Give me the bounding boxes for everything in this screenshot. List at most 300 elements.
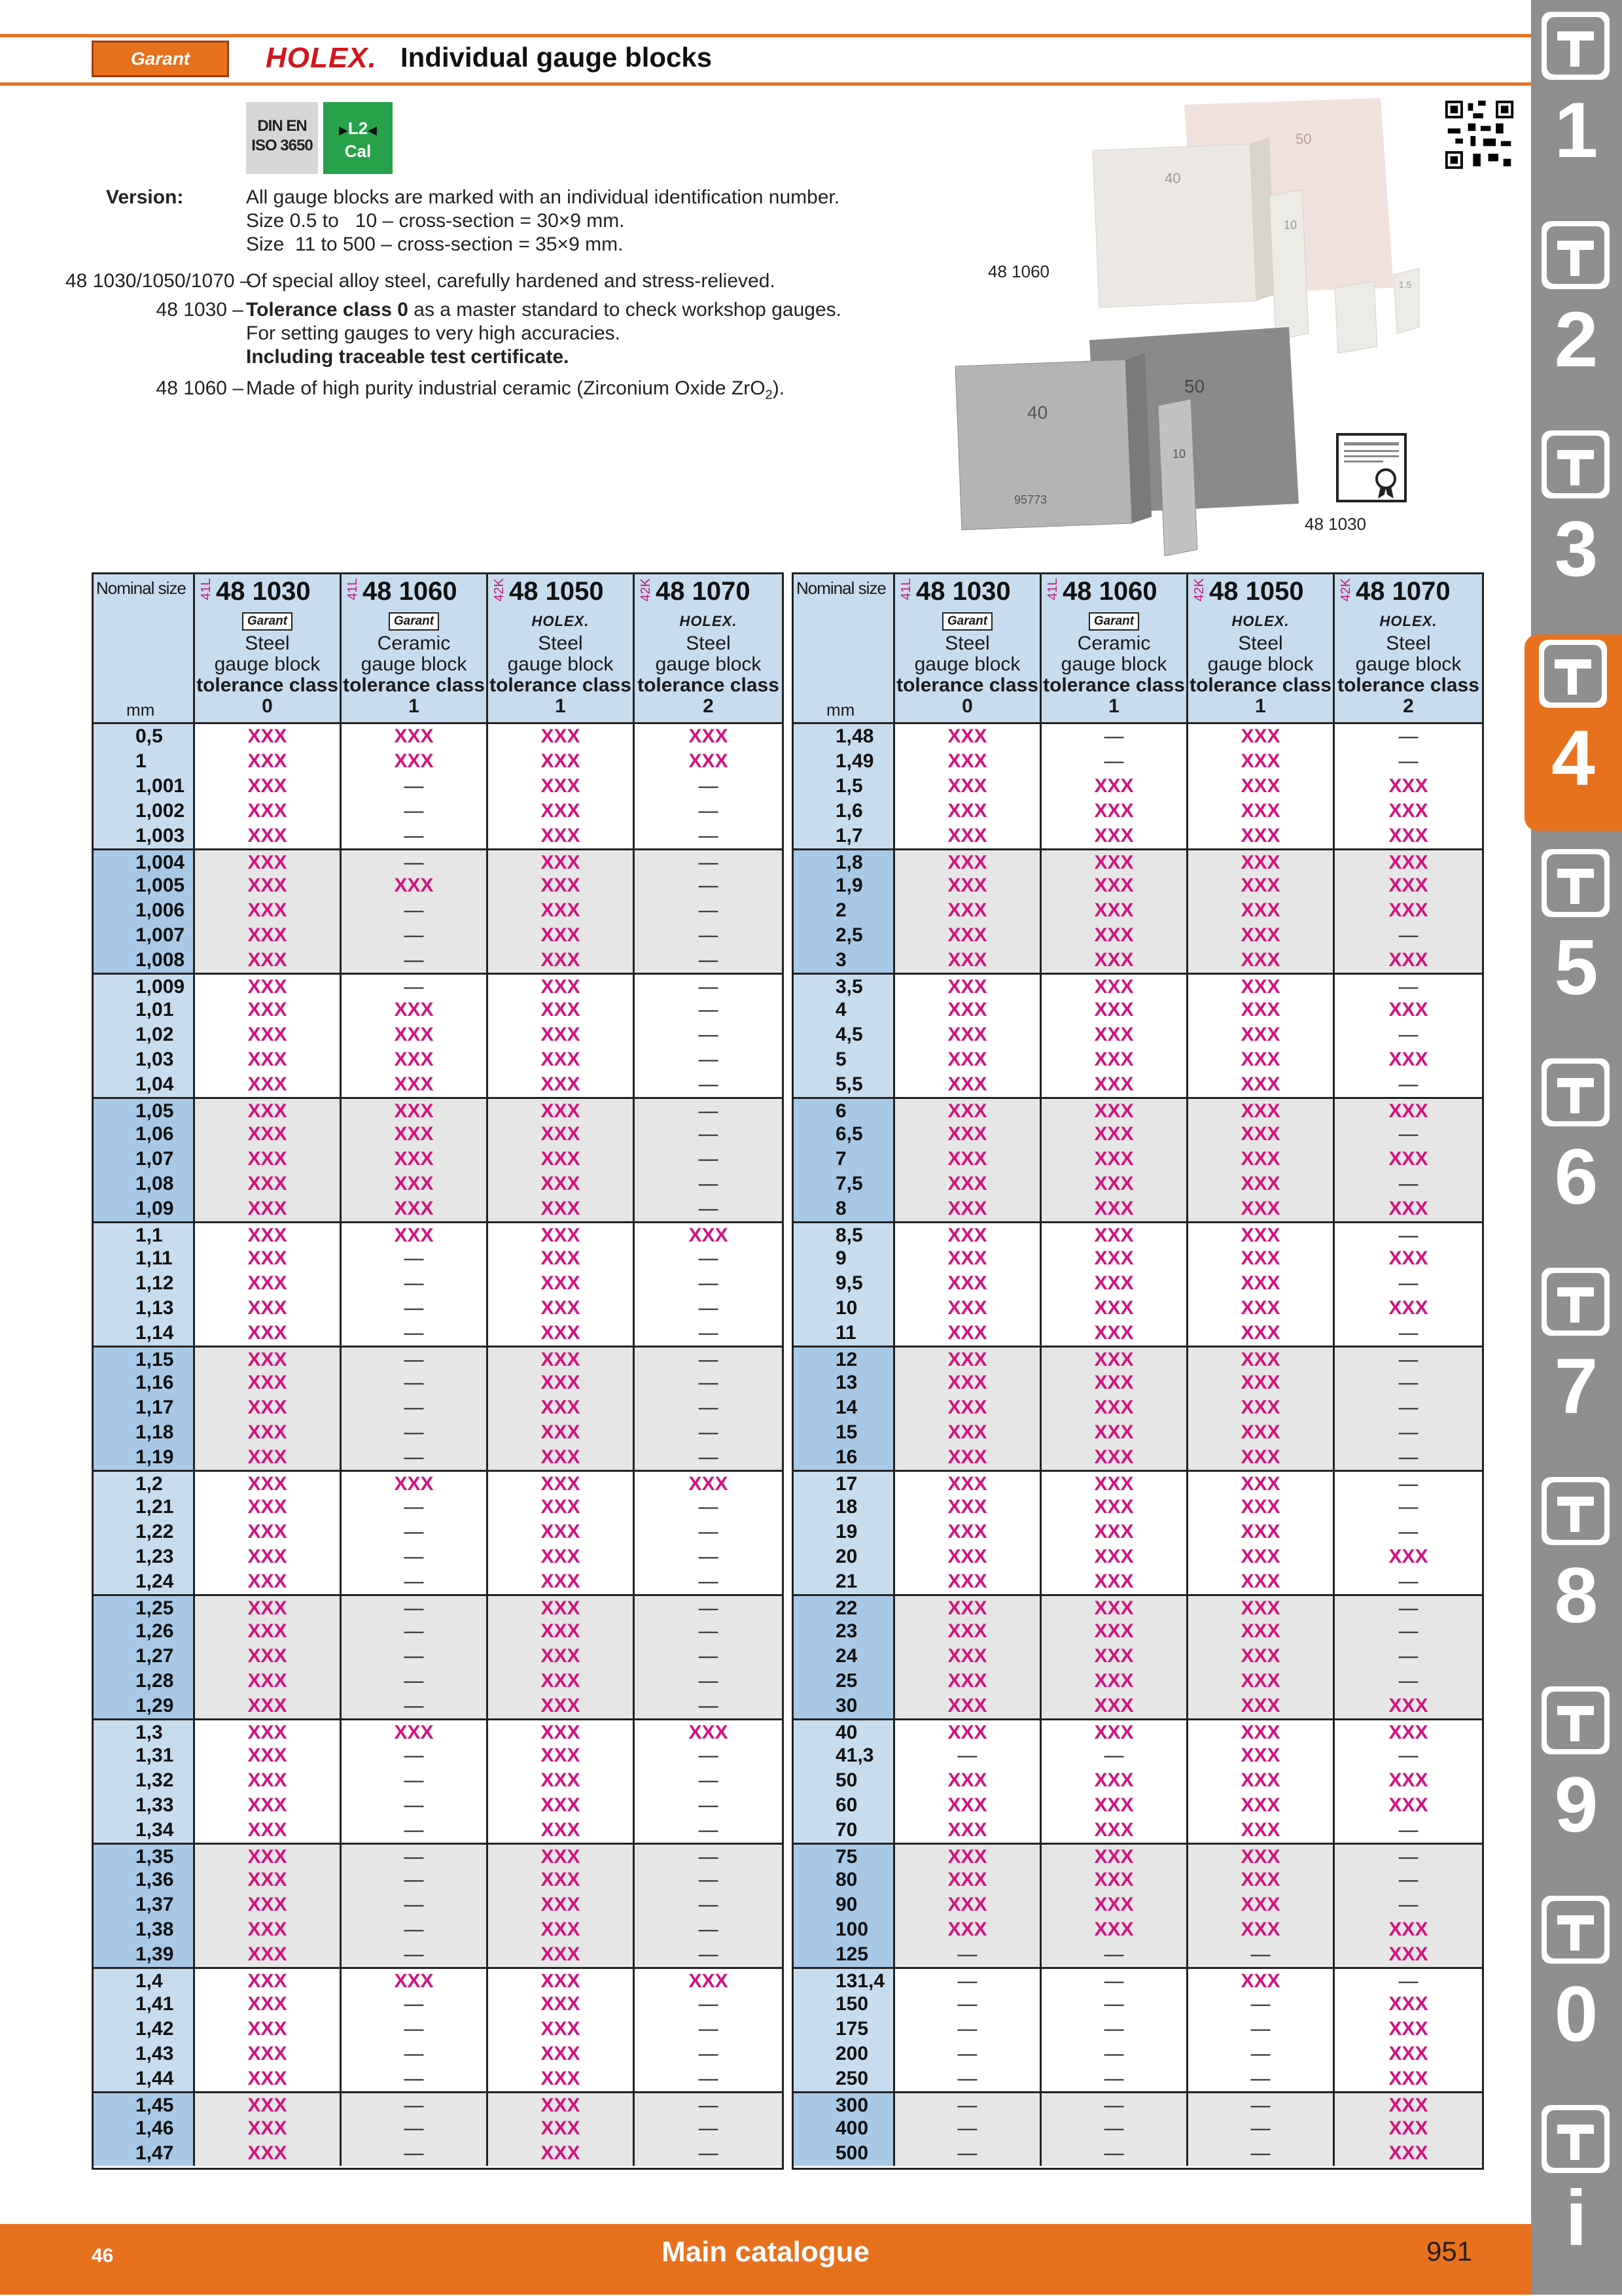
not-available-dash: — <box>633 1868 782 1892</box>
availability-mark: XXX <box>1186 1321 1333 1346</box>
nominal-size: 1,005 <box>94 873 193 898</box>
availability-mark: XXX <box>1186 1246 1333 1271</box>
not-available-dash: — <box>1040 1942 1186 1967</box>
table-row <box>94 1868 782 1892</box>
not-available-dash: — <box>633 1147 782 1172</box>
availability-mark: XXX <box>486 1669 633 1694</box>
qr-code-icon[interactable] <box>1443 98 1516 171</box>
availability-mark: XXX <box>1040 1271 1186 1296</box>
version-label: Version: <box>106 186 184 208</box>
availability-mark: XXX <box>1186 998 1333 1022</box>
availability-mark: XXX <box>193 1743 340 1768</box>
not-available-dash: — <box>633 1196 782 1221</box>
nominal-size: 500 <box>794 2141 893 2166</box>
nominal-size: 1,46 <box>94 2116 193 2141</box>
availability-mark: XXX <box>340 1969 486 1992</box>
not-available-dash: — <box>340 1271 486 1296</box>
not-available-dash: — <box>1040 2042 1186 2066</box>
not-available-dash: — <box>633 1818 782 1843</box>
availability-mark: XXX <box>486 1793 633 1818</box>
availability-mark: XXX <box>1186 1495 1333 1520</box>
table-row <box>794 2066 1482 2091</box>
availability-mark: XXX <box>340 1720 486 1743</box>
availability-mark: XXX <box>193 1196 340 1221</box>
table-row <box>794 998 1482 1022</box>
not-available-dash: — <box>1333 724 1482 749</box>
gauge-table-left <box>92 572 784 2170</box>
not-available-dash: — <box>893 1942 1040 1967</box>
nominal-size: 1,44 <box>94 2066 193 2091</box>
price-group: 42K <box>1192 578 1207 602</box>
table-row <box>94 1445 782 1470</box>
not-available-dash: — <box>340 850 486 873</box>
tolerance-label: tolerance class <box>196 674 338 696</box>
product-type: gauge block <box>1207 653 1314 675</box>
table-row <box>794 1520 1482 1544</box>
availability-mark: XXX <box>1186 1619 1333 1644</box>
availability-mark: XXX <box>633 1472 782 1495</box>
availability-mark: XXX <box>633 1969 782 1992</box>
availability-mark: XXX <box>1186 1047 1333 1072</box>
not-available-dash: — <box>633 2141 782 2166</box>
availability-mark: XXX <box>486 1743 633 1768</box>
availability-mark: XXX <box>1040 1099 1186 1122</box>
garant-brand-icon: Garant <box>242 612 292 631</box>
not-available-dash: — <box>1333 1122 1482 1147</box>
chapter-tab-8[interactable] <box>1536 1472 1616 1668</box>
nominal-size: 25 <box>794 1669 893 1694</box>
availability-mark: XXX <box>893 1768 1040 1793</box>
table-row <box>794 1047 1482 1072</box>
availability-mark: XXX <box>1186 1072 1333 1097</box>
availability-mark: XXX <box>486 1818 633 1843</box>
availability-mark: XXX <box>1040 1720 1186 1743</box>
not-available-dash: — <box>893 2141 1040 2166</box>
nominal-size: 1,6 <box>794 799 893 824</box>
table-row <box>94 1122 782 1147</box>
table-row <box>794 1321 1482 1346</box>
nominal-size: 1,22 <box>94 1520 193 1544</box>
availability-mark: XXX <box>1040 1420 1186 1445</box>
not-available-dash: — <box>340 2116 486 2141</box>
article-number: 48 1060 <box>1063 577 1157 606</box>
not-available-dash: — <box>633 774 782 799</box>
availability-mark: XXX <box>893 1619 1040 1644</box>
nominal-size: 1,43 <box>94 2042 193 2066</box>
availability-mark: XXX <box>893 1072 1040 1097</box>
not-available-dash: — <box>893 2066 1040 2091</box>
not-available-dash: — <box>340 1246 486 1271</box>
availability-mark: XXX <box>893 1047 1040 1072</box>
table-row <box>94 749 782 774</box>
not-available-dash: — <box>1186 1992 1333 2017</box>
table-row <box>794 724 1482 749</box>
not-available-dash: — <box>633 1544 782 1569</box>
nominal-size: 1,39 <box>94 1942 193 1967</box>
chapter-number: 5 <box>1554 924 1598 1011</box>
availability-mark: XXX <box>486 1892 633 1917</box>
table-row <box>94 724 782 749</box>
not-available-dash: — <box>1040 2116 1186 2141</box>
not-available-dash: — <box>1333 1520 1482 1544</box>
availability-mark: XXX <box>893 1271 1040 1296</box>
availability-mark: XXX <box>486 1022 633 1047</box>
availability-mark: XXX <box>1333 2017 1482 2042</box>
table-row <box>794 1147 1482 1172</box>
not-available-dash: — <box>633 1370 782 1395</box>
availability-mark: XXX <box>893 1596 1040 1619</box>
availability-mark: XXX <box>1040 1196 1186 1221</box>
nominal-size: 2 <box>794 898 893 923</box>
availability-mark: XXX <box>486 2093 633 2116</box>
not-available-dash: — <box>340 1868 486 1892</box>
not-available-dash: — <box>1186 2017 1333 2042</box>
not-available-dash: — <box>1333 1495 1482 1520</box>
nominal-size: 10 <box>794 1296 893 1321</box>
not-available-dash: — <box>633 1172 782 1196</box>
not-available-dash: — <box>1040 2093 1186 2116</box>
chapter-number: 3 <box>1554 505 1598 593</box>
not-available-dash: — <box>1333 1472 1482 1495</box>
nominal-size: 1,004 <box>94 850 193 873</box>
not-available-dash: — <box>340 1694 486 1718</box>
availability-mark: XXX <box>893 749 1040 774</box>
material: Steel <box>945 633 990 654</box>
table-row <box>94 2116 782 2141</box>
nominal-size: 1,15 <box>94 1348 193 1370</box>
not-available-dash: — <box>340 1619 486 1644</box>
nominal-size: 1,42 <box>94 2017 193 2042</box>
insert-icon <box>1542 221 1610 289</box>
chapter-number: 4 <box>1551 714 1595 802</box>
availability-mark: XXX <box>486 2042 633 2066</box>
availability-mark: XXX <box>1186 1793 1333 1818</box>
availability-mark: XXX <box>193 1370 340 1395</box>
availability-mark: XXX <box>486 1395 633 1420</box>
not-available-dash: — <box>1186 2141 1333 2166</box>
price-group: 42K <box>1339 578 1353 602</box>
table-row <box>794 774 1482 799</box>
availability-mark: XXX <box>893 1022 1040 1047</box>
availability-mark: XXX <box>486 998 633 1022</box>
chapter-tab-2[interactable] <box>1536 216 1616 412</box>
availability-mark: XXX <box>1186 799 1333 824</box>
column-header-481060 <box>1040 574 1186 722</box>
ceramic-label-10: 10 <box>1284 218 1297 232</box>
chapter-tab-5[interactable] <box>1536 844 1616 1040</box>
nominal-size: 1,49 <box>794 749 893 774</box>
availability-mark: XXX <box>1186 1271 1333 1296</box>
availability-mark: XXX <box>1333 2093 1482 2116</box>
availability-mark: XXX <box>1040 1472 1186 1495</box>
availability-mark: XXX <box>1333 1296 1482 1321</box>
availability-mark: XXX <box>893 1196 1040 1221</box>
table-row <box>794 1420 1482 1445</box>
table-row <box>794 1843 1482 1868</box>
table-row <box>94 1370 782 1395</box>
availability-mark: XXX <box>1333 1047 1482 1072</box>
availability-mark: XXX <box>486 2141 633 2166</box>
availability-mark: XXX <box>193 1969 340 1992</box>
nominal-size: 1,5 <box>794 774 893 799</box>
availability-mark: XXX <box>1186 1172 1333 1196</box>
not-available-dash: — <box>633 1321 782 1346</box>
page-number: 951 <box>1426 2236 1473 2267</box>
availability-mark: XXX <box>1040 774 1186 799</box>
availability-mark: XXX <box>1186 1845 1333 1868</box>
not-available-dash: — <box>633 1743 782 1768</box>
availability-mark: XXX <box>1186 1223 1333 1246</box>
table-row <box>794 1246 1482 1271</box>
not-available-dash: — <box>893 2042 1040 2066</box>
not-available-dash: — <box>340 1845 486 1868</box>
availability-mark: XXX <box>193 1172 340 1196</box>
availability-mark: XXX <box>893 1147 1040 1172</box>
availability-mark: XXX <box>1186 749 1333 774</box>
availability-mark: XXX <box>1333 873 1482 898</box>
not-available-dash: — <box>1333 1370 1482 1395</box>
header-rule-top <box>0 34 1531 37</box>
nominal-size: 1,31 <box>94 1743 193 1768</box>
availability-mark: XXX <box>1040 1047 1186 1072</box>
not-available-dash: — <box>340 1743 486 1768</box>
availability-mark: XXX <box>193 1047 340 1072</box>
calibration-badge: ▶L2◀ Cal <box>323 102 393 174</box>
availability-mark: XXX <box>486 1246 633 1271</box>
not-available-dash: — <box>633 1917 782 1942</box>
availability-mark: XXX <box>1186 1544 1333 1569</box>
not-available-dash: — <box>340 1768 486 1793</box>
nominal-size: 1,25 <box>94 1596 193 1619</box>
chapter-tab-4[interactable] <box>1525 635 1622 831</box>
availability-mark: XXX <box>486 2017 633 2042</box>
not-available-dash: — <box>340 1942 486 1967</box>
table-row <box>94 2066 782 2091</box>
gauge-table-right <box>792 572 1484 2170</box>
availability-mark: XXX <box>486 1596 633 1619</box>
availability-mark: XXX <box>486 2116 633 2141</box>
chapter-tab-0[interactable] <box>1536 1890 1616 2087</box>
table-row <box>794 1917 1482 1942</box>
nominal-size: 1,32 <box>94 1768 193 1793</box>
not-available-dash: — <box>633 850 782 873</box>
table-row <box>794 749 1482 774</box>
table-row <box>794 1669 1482 1694</box>
availability-mark: XXX <box>1186 1420 1333 1445</box>
availability-mark: XXX <box>193 1099 340 1122</box>
tolerance-value: 1 <box>555 695 566 717</box>
safety-goggles-icon <box>1542 1896 1610 1964</box>
availability-mark: XXX <box>633 749 782 774</box>
nominal-size: 131,4 <box>794 1969 893 1992</box>
tolerance-label: tolerance class <box>343 674 485 696</box>
holex-brand-icon: HOLEX. <box>1379 613 1437 629</box>
availability-mark: XXX <box>893 1099 1040 1122</box>
not-available-dash: — <box>633 1569 782 1594</box>
availability-mark: XXX <box>1186 1569 1333 1594</box>
nominal-size: 1,002 <box>94 799 193 824</box>
not-available-dash: — <box>633 1296 782 1321</box>
not-available-dash: — <box>633 1122 782 1147</box>
not-available-dash: — <box>340 2017 486 2042</box>
availability-mark: XXX <box>893 1544 1040 1569</box>
availability-mark: XXX <box>193 1223 340 1246</box>
nominal-size: 0,5 <box>94 724 193 749</box>
availability-mark: XXX <box>486 1348 633 1370</box>
availability-mark: XXX <box>1186 1818 1333 1843</box>
not-available-dash: — <box>633 1445 782 1470</box>
availability-mark: XXX <box>193 799 340 824</box>
table-row <box>94 1619 782 1644</box>
material: Ceramic <box>377 633 451 654</box>
chapter-tab-1[interactable] <box>1536 7 1616 203</box>
availability-mark: XXX <box>893 1669 1040 1694</box>
not-available-dash: — <box>1040 2017 1186 2042</box>
availability-mark: XXX <box>893 799 1040 824</box>
nominal-size: 1,36 <box>94 1868 193 1892</box>
column-header-481070 <box>633 574 782 722</box>
table-row <box>94 1544 782 1569</box>
availability-mark: XXX <box>633 1720 782 1743</box>
not-available-dash: — <box>340 1321 486 1346</box>
availability-mark: XXX <box>1186 1395 1333 1420</box>
not-available-dash: — <box>340 2093 486 2116</box>
product-type: gauge block <box>361 653 467 675</box>
product-type: gauge block <box>1061 653 1167 675</box>
header-rule-bottom <box>0 82 1531 86</box>
table-row <box>94 898 782 923</box>
availability-mark: XXX <box>486 1370 633 1395</box>
table-row <box>794 2141 1482 2166</box>
nominal-size: 7,5 <box>794 1172 893 1196</box>
table-row <box>94 2042 782 2066</box>
availability-mark: XXX <box>893 774 1040 799</box>
table-row <box>794 799 1482 824</box>
chapter-tab-9[interactable] <box>1536 1681 1616 1877</box>
not-available-dash: — <box>340 1596 486 1619</box>
table-row <box>94 1296 782 1321</box>
nominal-size: 12 <box>794 1348 893 1370</box>
availability-mark: XXX <box>893 1569 1040 1594</box>
article-number: 48 1070 <box>656 577 750 606</box>
availability-mark: XXX <box>1040 975 1186 998</box>
availability-mark: XXX <box>1040 948 1186 973</box>
certificate-icon <box>1335 432 1408 504</box>
chapter-tab-3[interactable] <box>1536 425 1616 621</box>
availability-mark: XXX <box>893 724 1040 749</box>
not-available-dash: — <box>633 2093 782 2116</box>
nominal-size: 1,7 <box>794 824 893 848</box>
table-row <box>94 1942 782 1967</box>
not-available-dash: — <box>633 1644 782 1669</box>
product-type: gauge block <box>507 653 614 675</box>
steel-gauge-blocks-photo <box>942 327 1309 556</box>
chapter-tab-i[interactable] <box>1536 2100 1616 2296</box>
availability-mark: XXX <box>1186 1669 1333 1694</box>
not-available-dash: — <box>340 1544 486 1569</box>
table-row <box>794 2042 1482 2066</box>
availability-mark: XXX <box>193 2017 340 2042</box>
footer-left-number: 46 <box>92 2245 114 2267</box>
availability-mark: XXX <box>486 1445 633 1470</box>
availability-mark: XXX <box>1040 1644 1186 1669</box>
availability-mark: XXX <box>193 2042 340 2066</box>
availability-mark: XXX <box>193 1892 340 1917</box>
nominal-size: 1 <box>94 749 193 774</box>
not-available-dash: — <box>633 2042 782 2066</box>
table-body <box>794 724 1482 2166</box>
not-available-dash: — <box>1040 2141 1186 2166</box>
not-available-dash: — <box>340 1348 486 1370</box>
availability-mark: XXX <box>193 1420 340 1445</box>
nominal-size: 1,009 <box>94 975 193 998</box>
availability-mark: XXX <box>1333 2141 1482 2166</box>
nominal-size: 1,26 <box>94 1619 193 1644</box>
not-available-dash: — <box>1333 1743 1482 1768</box>
availability-mark: XXX <box>1186 1917 1333 1942</box>
availability-mark: XXX <box>1186 1147 1333 1172</box>
availability-mark: XXX <box>193 1768 340 1793</box>
product-type: gauge block <box>914 653 1021 675</box>
availability-mark: XXX <box>1040 898 1186 923</box>
availability-mark: XXX <box>1186 1196 1333 1221</box>
availability-mark: XXX <box>193 1147 340 1172</box>
nominal-size: 125 <box>794 1942 893 1967</box>
tolerance-value: 2 <box>703 695 714 717</box>
table-row <box>94 1594 782 1619</box>
availability-mark: XXX <box>486 1619 633 1644</box>
availability-mark: XXX <box>1186 774 1333 799</box>
availability-mark: XXX <box>486 1768 633 1793</box>
not-available-dash: — <box>1333 1271 1482 1296</box>
availability-mark: XXX <box>893 975 1040 998</box>
tolerance-value: 2 <box>1403 695 1414 717</box>
nominal-size: 1,29 <box>94 1694 193 1718</box>
nominal-size: 1,27 <box>94 1644 193 1669</box>
availability-mark: XXX <box>193 1694 340 1718</box>
availability-mark: XXX <box>1186 1969 1333 1992</box>
nominal-size: 1,8 <box>794 850 893 873</box>
not-available-dash: — <box>1333 1395 1482 1420</box>
drill-icon <box>1542 12 1610 80</box>
nominal-size: 7 <box>794 1147 893 1172</box>
availability-mark: XXX <box>1040 1845 1186 1868</box>
nominal-size: 5 <box>794 1047 893 1072</box>
availability-mark: XXX <box>193 1348 340 1370</box>
availability-mark: XXX <box>486 1569 633 1594</box>
material: Ceramic <box>1077 633 1151 654</box>
table-row <box>94 973 782 998</box>
availability-mark: XXX <box>193 1495 340 1520</box>
table-row <box>794 1768 1482 1793</box>
availability-mark: XXX <box>1040 1246 1186 1271</box>
steel-label-10: 10 <box>1172 447 1186 461</box>
not-available-dash: — <box>1333 1669 1482 1694</box>
table-row <box>794 1495 1482 1520</box>
availability-mark: XXX <box>486 1644 633 1669</box>
chapter-tab-7[interactable] <box>1536 1262 1616 1459</box>
table-row <box>94 1172 782 1196</box>
garant-brand-icon: Garant <box>1089 612 1139 631</box>
chapter-tab-6[interactable] <box>1536 1053 1616 1249</box>
availability-mark: XXX <box>486 1520 633 1544</box>
nominal-size: 75 <box>794 1845 893 1868</box>
availability-mark: XXX <box>193 1520 340 1544</box>
steel-label-serial: 95773 <box>1014 493 1048 506</box>
availability-mark: XXX <box>193 774 340 799</box>
table-row <box>94 2141 782 2166</box>
not-available-dash: — <box>633 1793 782 1818</box>
